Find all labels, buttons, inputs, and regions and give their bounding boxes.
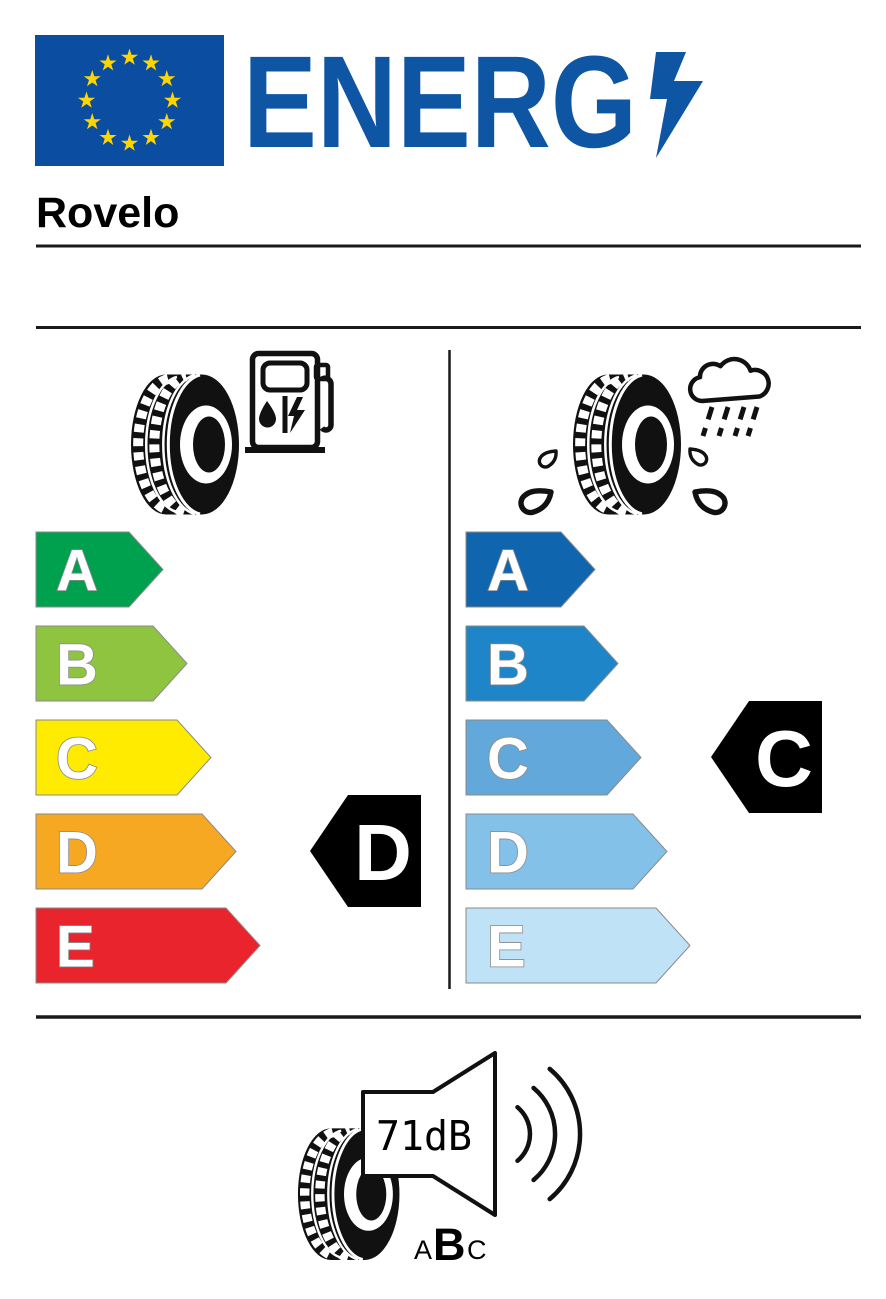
noise-scale-c: C [467, 1235, 487, 1265]
eu-flag-icon [35, 35, 224, 166]
tire-icon [131, 375, 239, 515]
fuel-class-d-label: D [56, 820, 98, 886]
noise-scale-b-rating: B [433, 1219, 466, 1270]
wet-grip-class-b-label: B [487, 632, 529, 698]
wet-grip-class-a-label: A [487, 538, 529, 604]
wet-grip-class-e-label: E [487, 914, 526, 980]
noise-value: 71dB [376, 1112, 472, 1160]
energy-logo-text: ENERG [243, 28, 637, 175]
wet-grip-rating-letter: C [755, 714, 813, 803]
wet-grip-class-d-label: D [487, 820, 529, 886]
fuel-class-e-label: E [56, 914, 95, 980]
noise-scale-a: A [414, 1235, 433, 1265]
tire-icon [573, 375, 681, 515]
fuel-class-c-label: C [56, 726, 98, 792]
fuel-rating-letter: D [354, 808, 412, 897]
fuel-class-a-label: A [56, 538, 98, 604]
brand-name: Rovelo [36, 189, 180, 237]
wet-grip-class-c-label: C [487, 726, 529, 792]
fuel-class-b-label: B [56, 632, 98, 698]
